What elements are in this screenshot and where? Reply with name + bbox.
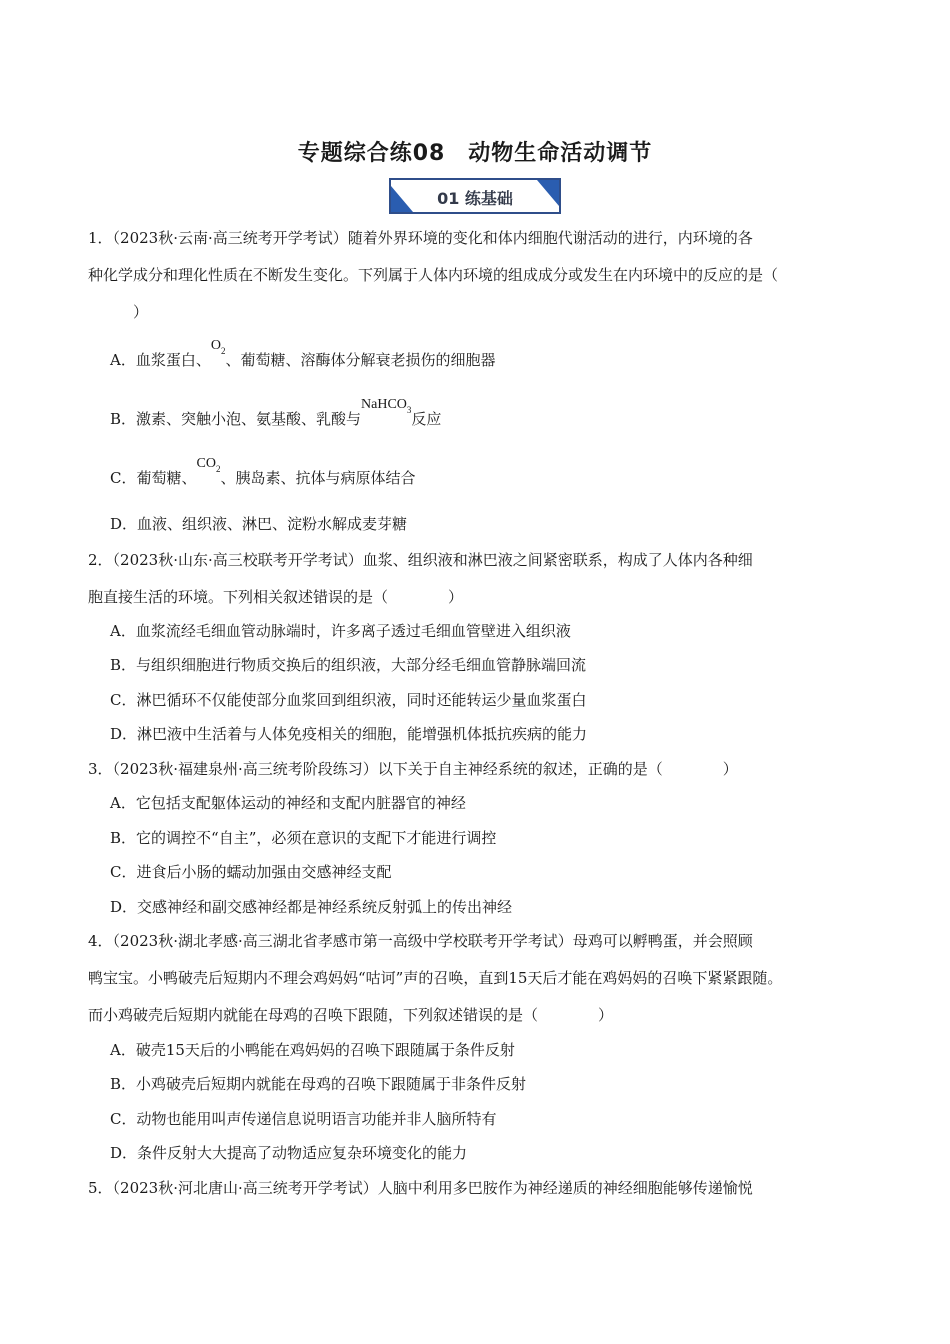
- chem-subscript: 2: [215, 464, 221, 474]
- question-2-option-c: C．淋巴循环不仅能使部分血浆回到组织液，同时还能转运少量血浆蛋白: [110, 691, 587, 709]
- section-badge: [389, 178, 561, 214]
- question-3-option-a: A．它包括支配躯体运动的神经和支配内脏器官的神经: [110, 794, 466, 812]
- section-badge-label: 01 练基础: [437, 189, 513, 208]
- page-title: 专题综合练08 动物生命活动调节: [297, 141, 653, 166]
- question-3-option-d: D．交感神经和副交感神经都是神经系统反射弧上的传出神经: [110, 898, 513, 916]
- chem-subscript: 2: [220, 346, 226, 356]
- chem-symbol: O: [210, 338, 221, 353]
- chem-formula-co2: [196, 454, 220, 474]
- question-2-option-a: A．血浆流经毛细血管动脉端时，许多离子透过毛细血管壁进入组织液: [110, 622, 571, 640]
- question-2-option-b: B．与组织细胞进行物质交换后的组织液，大部分经毛细血管静脉端回流: [110, 656, 587, 674]
- chem-symbol: NaHCO: [361, 397, 407, 412]
- question-2-stem-line-1: 2．（2023秋·山东·高三校联考开学考试）血浆、组织液和淋巴液之间紧密联系，构成了人体内各种细: [88, 551, 753, 569]
- question-3-option-c: C．进食后小肠的蠕动加强由交感神经支配: [110, 863, 392, 881]
- option-b-text-pre: B．激素、突触小泡、氨基酸、乳酸与: [110, 410, 362, 428]
- question-1-stem-line-2: 种化学成分和理化性质在不断发生变化。下列属于人体内环境的组成成分或发生在内环境中的反应的是（: [88, 266, 779, 284]
- question-1-stem-line-3: ）: [88, 303, 149, 321]
- question-1-option-b: [110, 397, 442, 431]
- option-c-text-post: 、胰岛素、抗体与病原体结合: [220, 469, 416, 487]
- question-3-option-b: B．它的调控不“自主”，必须在意识的支配下才能进行调控: [110, 829, 497, 847]
- option-b-text-post: 反应: [411, 410, 442, 428]
- question-4-stem-line-1: 4．（2023秋·湖北孝感·高三湖北省孝感市第一高级中学校联考开学考试）母鸡可以孵鸭蛋，并会照顾: [88, 932, 753, 950]
- question-1-option-d: D．血液、组织液、淋巴、淀粉水解成麦芽糖: [110, 515, 408, 533]
- option-c-text-pre: C．葡萄糖、: [110, 469, 197, 487]
- question-2-stem-line-2: 胞直接生活的环境。下列相关叙述错误的是（ ）: [88, 588, 464, 606]
- question-4-stem-line-3: 而小鸡破壳后短期内就能在母鸡的召唤下跟随，下列叙述错误的是（ ）: [88, 1006, 614, 1024]
- question-4-option-a: A．破壳15天后的小鸭能在鸡妈妈的召唤下跟随属于条件反射: [110, 1041, 515, 1059]
- question-4-option-d: D．条件反射大大提高了动物适应复杂环境变化的能力: [110, 1144, 468, 1162]
- question-4-stem-line-2: 鸭宝宝。小鸭破壳后短期内不理会鸡妈妈“咕诃”声的召唤，直到15天后才能在鸡妈妈的召唤下紧紧跟随。: [88, 969, 783, 987]
- question-1-stem-line-1: 1．（2023秋·云南·高三统考开学考试）随着外界环境的变化和体内细胞代谢活动的进行，内环境的各: [88, 229, 753, 247]
- option-a-text-pre: A．血浆蛋白、: [110, 351, 211, 369]
- option-a-text-post: 、葡萄糖、溶酶体分解衰老损伤的细胞器: [225, 351, 496, 369]
- question-4-option-c: C．动物也能用叫声传递信息说明语言功能并非人脑所特有: [110, 1110, 497, 1128]
- question-2-option-d: D．淋巴液中生活着与人体免疫相关的细胞，能增强机体抵抗疾病的能力: [110, 725, 588, 743]
- chem-subscript: 3: [406, 405, 412, 415]
- chem-formula-o2: [211, 336, 226, 356]
- question-3-stem-line-1: 3．（2023秋·福建泉州·高三统考阶段练习）以下关于自主神经系统的叙述，正确的是（ ）: [88, 760, 738, 778]
- question-4-option-b: B．小鸡破壳后短期内就能在母鸡的召唤下跟随属于非条件反射: [110, 1075, 527, 1093]
- question-1-option-c: [110, 456, 416, 490]
- question-1-option-a: [110, 338, 496, 372]
- question-5-stem-line-1: 5．（2023秋·河北唐山·高三统考开学考试）人脑中利用多巴胺作为神经递质的神经细胞能够传递愉悦: [88, 1179, 753, 1197]
- chem-symbol: CO: [196, 456, 216, 471]
- chem-formula-nahco3: [361, 395, 411, 415]
